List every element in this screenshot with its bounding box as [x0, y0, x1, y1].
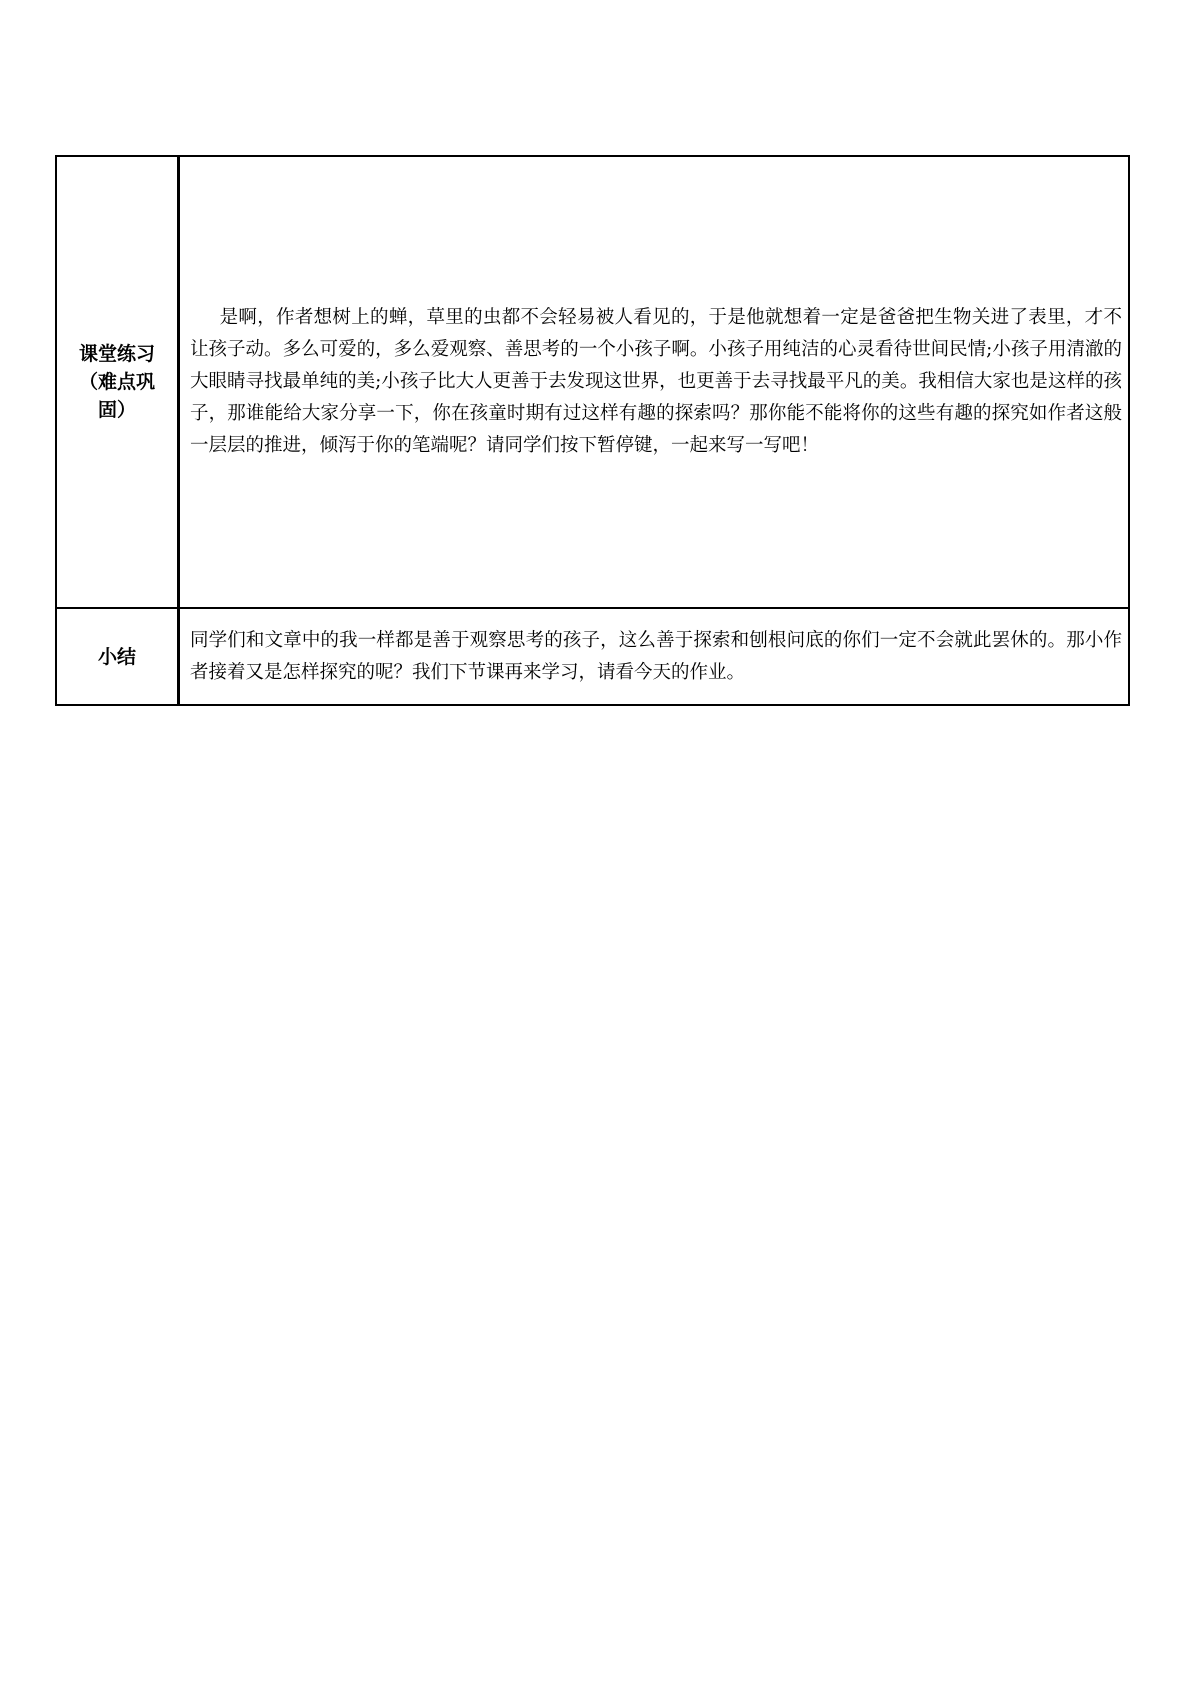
summary-paragraph: 同学们和文章中的我一样都是善于观察思考的孩子，这么善于探索和刨根问底的你们一定不会就此罢休的。那小作者接着又是怎样探究的呢？我们下节课再来学习，请看今天的作业。	[190, 629, 1122, 683]
table-row-practice	[56, 156, 1129, 608]
label-line: 课堂练习	[78, 343, 155, 365]
practice-paragraph: 是啊，作者想树上的蝉，草里的虫都不会轻易被人看见的，于是他就想着一定是爸爸把生物关进了表里，才不让孩子动。多么可爱的，多么爱观察、善思考的一个小孩子啊。小孩子用纯洁的心灵看待世间民情;小孩子用清澈的大眼睛寻找最单纯的美;小孩子比大人更善于去发现这世界，也更善于去寻找最平凡的美。我相信大家也是这样的孩子，那谁能给大家分享一下，你在孩童时期有过这样有趣的探索吗？那你能不能将你的这些有趣的探究如作者这般一层层的推进，倾泻于你的笔端呢？请同学们按下暂停键，一起来写一写吧！	[190, 307, 1122, 456]
label-line: （难点巩	[78, 371, 155, 393]
row-content-summary	[179, 608, 1130, 705]
row-label-summary	[56, 608, 179, 705]
table-row-summary	[56, 608, 1129, 705]
label-line: 固）	[97, 399, 136, 421]
row-label-practice	[56, 156, 179, 608]
row-content-practice	[179, 156, 1130, 608]
lesson-plan-table	[55, 155, 1130, 706]
label-line: 小结	[97, 645, 136, 668]
